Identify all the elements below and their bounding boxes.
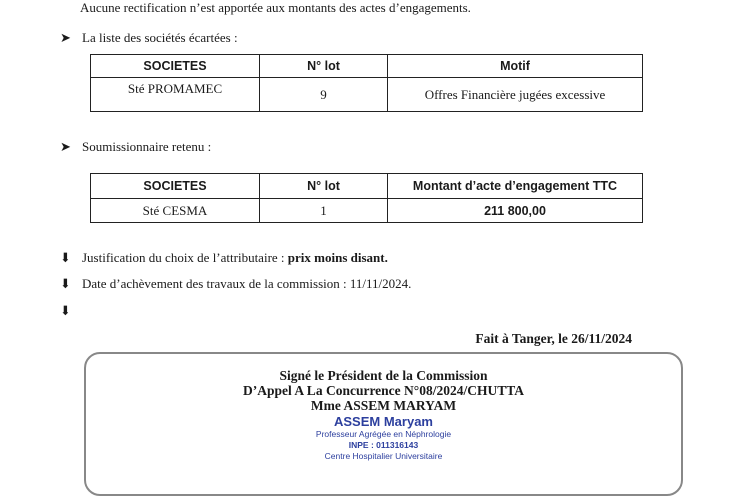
arrow-down-bullet-icon: ⬇ [60, 303, 71, 318]
col-header: N° lot [260, 174, 388, 199]
col-header: N° lot [260, 55, 388, 78]
company-cell: Sté CESMA [91, 199, 260, 223]
signed-place-date: Fait à Tanger, le 26/11/2024 [475, 331, 632, 346]
reason-cell: Offres Financière jugées excessive [388, 78, 643, 112]
stamp-title: Professeur Agrégée en Néphrologie [315, 429, 452, 439]
company-cell: Sté PROMAMEC [91, 78, 260, 112]
table-row [91, 78, 643, 112]
excluded-table [90, 54, 643, 112]
arrow-bullet-icon: ➤ [60, 139, 71, 154]
lot-cell: 1 [260, 199, 388, 223]
col-header: Motif [388, 55, 643, 78]
rectification-note: Aucune rectification n’est apportée aux montants des actes d’engagements. [80, 0, 471, 15]
justification-label: Justification du choix de l’attributaire : [82, 250, 288, 265]
arrow-bullet-icon: ➤ [60, 30, 71, 45]
excluded-heading-row [60, 30, 238, 46]
excluded-heading: La liste des sociétés écartées : [82, 30, 238, 45]
stamp-name: ASSEM Maryam [334, 414, 433, 429]
justification-row [60, 250, 388, 266]
signature-line-1: Signé le Président de la Commission [279, 368, 488, 383]
justification-value: prix moins disant. [287, 250, 388, 265]
arrow-down-bullet-icon: ⬇ [60, 276, 71, 291]
official-stamp [86, 415, 681, 462]
lot-cell: 9 [260, 78, 388, 112]
table-header-row [91, 174, 643, 199]
table-header-row [91, 55, 643, 78]
amount-cell: 211 800,00 [388, 199, 643, 223]
retained-heading-row [60, 139, 211, 155]
empty-bullet-row [60, 303, 82, 319]
retained-heading: Soumissionnaire retenu : [82, 139, 212, 154]
col-header: SOCIETES [91, 55, 260, 78]
signature-line-2: D’Appel A La Concurrence N°08/2024/CHUTTA [243, 383, 524, 398]
retained-table [90, 173, 643, 223]
col-header: Montant d’acte d’engagement TTC [388, 174, 643, 199]
signature-line-3: Mme ASSEM MARYAM [310, 398, 457, 413]
stamp-inpe: INPE : 011316143 [348, 440, 419, 450]
signature-frame [84, 352, 683, 496]
completion-row [60, 276, 411, 292]
table-row [91, 199, 643, 223]
col-header: SOCIETES [91, 174, 260, 199]
completion-date: Date d’achèvement des travaux de la commission : 11/11/2024. [82, 276, 412, 291]
arrow-down-bullet-icon: ⬇ [60, 250, 71, 265]
stamp-org: Centre Hospitalier Universitaire [324, 451, 443, 461]
